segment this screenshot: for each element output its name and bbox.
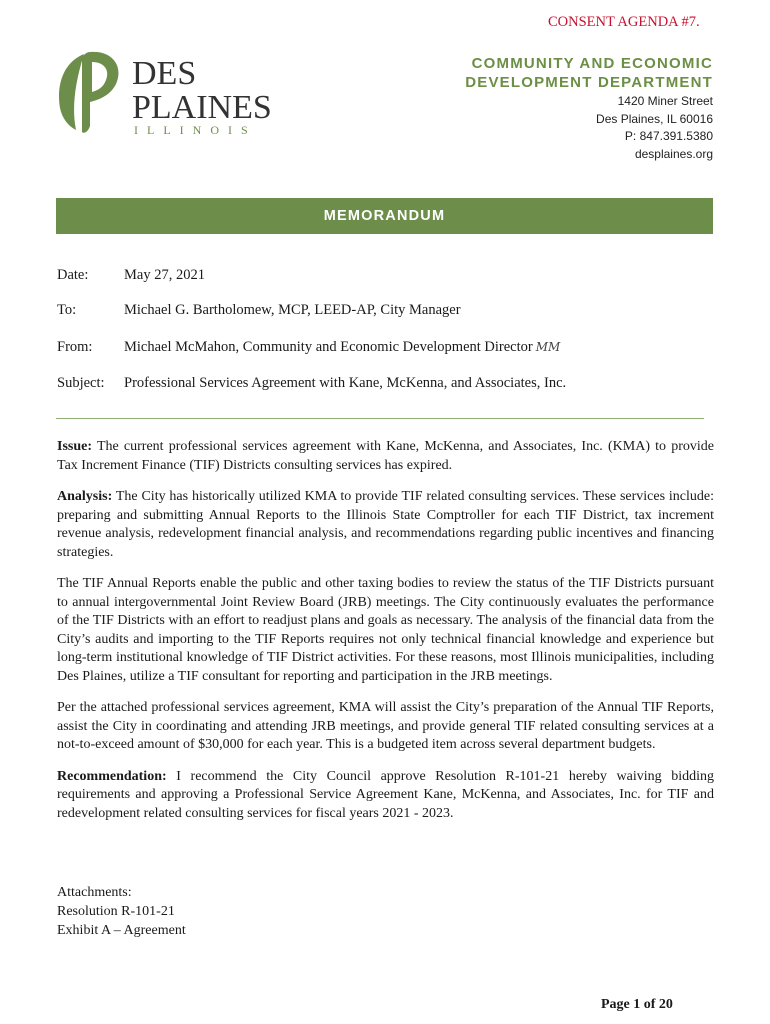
department-address bbox=[596, 93, 713, 163]
consent-agenda-label: CONSENT AGENDA #7. bbox=[548, 14, 700, 30]
recommendation-paragraph bbox=[57, 768, 714, 824]
tif-reports-paragraph: The TIF Annual Reports enable the public and other taxing bodies to review the status of the TIF Districts pursuant to annual intergovernmental Joint Review Board (JRB) meetings. The City continuously evaluates the performance of the TIF Districts with an effort to readjust plans and goals as necessary. The analysis of the financial data from the City’s audits and importing to the TIF Reports requires not only technical financial knowledge and experience but long-term institutional knowledge of TIF District activities. For these reasons, most Illinois municipalities, including Des Plaines, utilize a TIF consultant for reporting and participation in the JRB meetings. bbox=[57, 576, 714, 684]
from-label: From: bbox=[57, 339, 93, 355]
attachment-item: Resolution R-101-21 bbox=[57, 904, 175, 919]
agreement-paragraph: Per the attached professional services agreement, KMA will assist the City’s preparation of the Annual TIF Reports, assist the City in coordinating and attending JRB meetings, and provide general TIF related consulting services at a not-to-exceed amount of $30,000 for each year. This is a budgeted item across several department budgets. bbox=[57, 700, 714, 752]
attachments bbox=[57, 883, 186, 940]
issue-label: Issue: bbox=[57, 439, 93, 454]
from-value: Michael McMahon, Community and Economic Development Director bbox=[124, 339, 533, 355]
recommendation-text: I recommend the City Council approve Resolution R-101-21 hereby waiving bidding requirements and approving a Professional Service Agreement Kane, McKenna, and Associates, Inc. for TIF and redevelopment related consulting services for fiscal years 2021 - 2023. bbox=[57, 768, 714, 821]
attachment-item: Exhibit A – Agreement bbox=[57, 923, 186, 938]
department-name bbox=[465, 54, 713, 92]
recommendation-label: Recommendation: bbox=[57, 768, 167, 784]
date-label: Date: bbox=[57, 267, 89, 283]
header-divider bbox=[56, 418, 704, 419]
issue-paragraph bbox=[57, 438, 714, 475]
signature-initials: MM bbox=[535, 340, 561, 354]
memo-body bbox=[57, 438, 714, 836]
department-line-1: COMMUNITY AND ECONOMIC bbox=[471, 55, 713, 72]
address-street: 1420 Miner Street bbox=[617, 94, 713, 108]
address-phone: P: 847.391.5380 bbox=[624, 129, 713, 143]
analysis-text: The City has historically utilized KMA to provide TIF related consulting services. These services include: preparing and submitting Annual Reports to the Illinois State Comptroller for each TIF District, tax increment revenue analysis, redevelopment financial analysis, and recommendations regarding public incentives and financing strategies. bbox=[57, 489, 714, 560]
logo-line-des: DES bbox=[132, 55, 197, 92]
to-value: Michael G. Bartholomew, MCP, LEED-AP, City Manager bbox=[124, 302, 461, 318]
city-logo bbox=[54, 48, 274, 148]
memorandum-banner: MEMORANDUM bbox=[56, 198, 713, 234]
analysis-paragraph bbox=[57, 488, 714, 562]
page-number: Page 1 of 20 bbox=[601, 997, 673, 1012]
logo-line-plaines: PLAINES bbox=[132, 89, 272, 126]
logo-line-illinois: ILLINOIS bbox=[134, 123, 257, 137]
address-website: desplaines.org bbox=[634, 146, 713, 161]
to-label: To: bbox=[57, 302, 77, 318]
date-value: May 27, 2021 bbox=[124, 267, 205, 283]
from-value-wrap bbox=[124, 339, 560, 356]
attachments-title: Attachments: bbox=[57, 885, 132, 900]
issue-text: The current professional services agreement with Kane, McKenna, and Associates, Inc. (KMA) to provide Tax Increment Finance (TIF) Districts consulting services has expired. bbox=[57, 439, 714, 473]
address-city: Des Plaines, IL 60016 bbox=[596, 111, 713, 126]
subject-label: Subject: bbox=[57, 375, 105, 391]
subject-value: Professional Services Agreement with Kane, McKenna, and Associates, Inc. bbox=[124, 375, 567, 391]
department-line-2: DEVELOPMENT DEPARTMENT bbox=[465, 74, 713, 91]
analysis-label: Analysis: bbox=[57, 489, 113, 504]
